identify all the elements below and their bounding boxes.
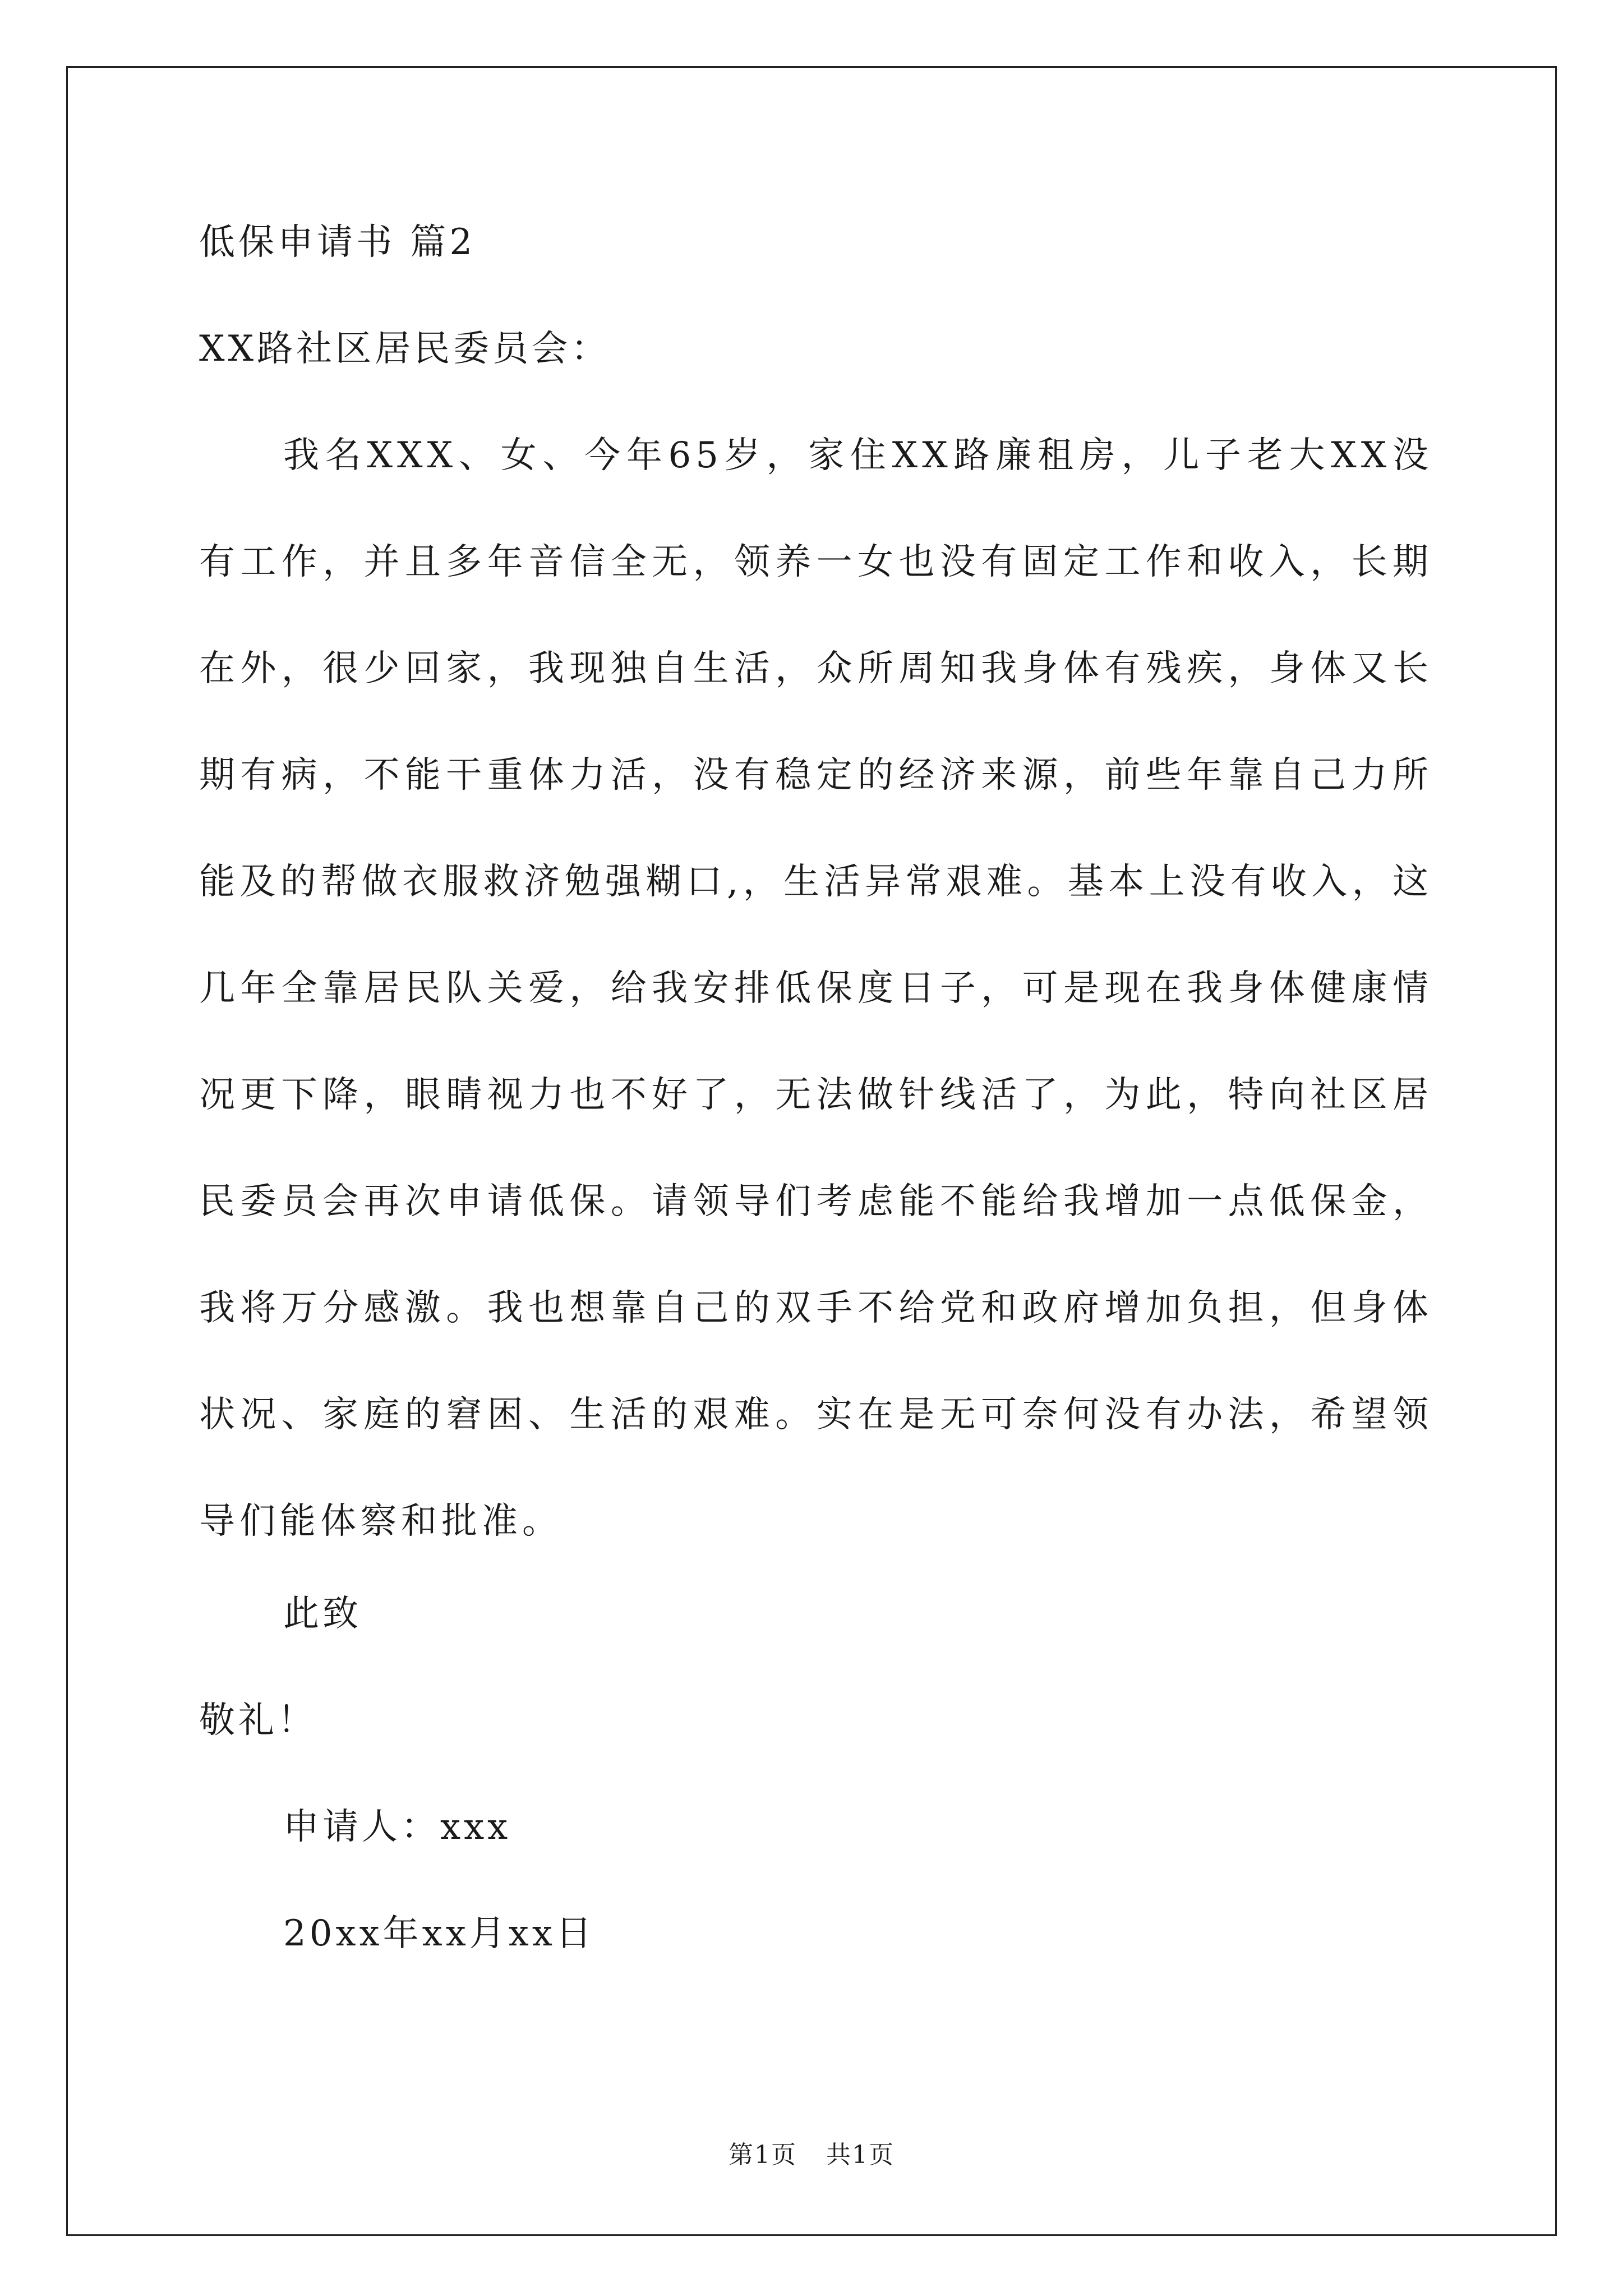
page-total: 共1页 bbox=[826, 2141, 895, 2169]
body-paragraph: 我名XXX、女、今年65岁，家住XX路廉租房，儿子老大XX没有工作，并且多年音信全无，领养一女也没有固定工作和收入，长期在外，很少回家，我现独自生活，众所周知我身体有残疾，身体又长期有病，不能干重体力活，没有稳定的经济来源，前些年靠自己力所能及的帮做衣服救济勉强糊口,，生活异常艰难。基本上没有收入，这几年全靠居民队关爱，给我安排低保度日子，可是现在我身体健康情况更下降，眼睛视力也不好了，无法做针线活了，为此，特向社区居民委员会再次申请低保。请领导们考虑能不能给我增加一点低保金，我将万分感激。我也想靠自己的双手不给党和政府增加负担，但身体状况、家庭的窘困、生活的艰难。实在是无可奈何没有办法，希望领导们能体察和批准。 bbox=[199, 435, 1433, 1542]
page-number: 第1页 bbox=[728, 2141, 797, 2169]
applicant-signature: 申请人：xxx bbox=[283, 1806, 511, 1848]
document-body bbox=[199, 214, 1433, 2012]
salutation: XX路社区居民委员会： bbox=[199, 328, 611, 370]
document-heading: 低保申请书 篇2 bbox=[199, 222, 476, 263]
closing-salute: 敬礼！ bbox=[199, 1700, 317, 1741]
closing-phrase: 此致 bbox=[283, 1593, 362, 1635]
body-paragraph-wrap bbox=[199, 402, 1433, 1575]
document-date: 20xx年xx月xx日 bbox=[283, 1913, 595, 1954]
page-footer bbox=[0, 2134, 1623, 2170]
